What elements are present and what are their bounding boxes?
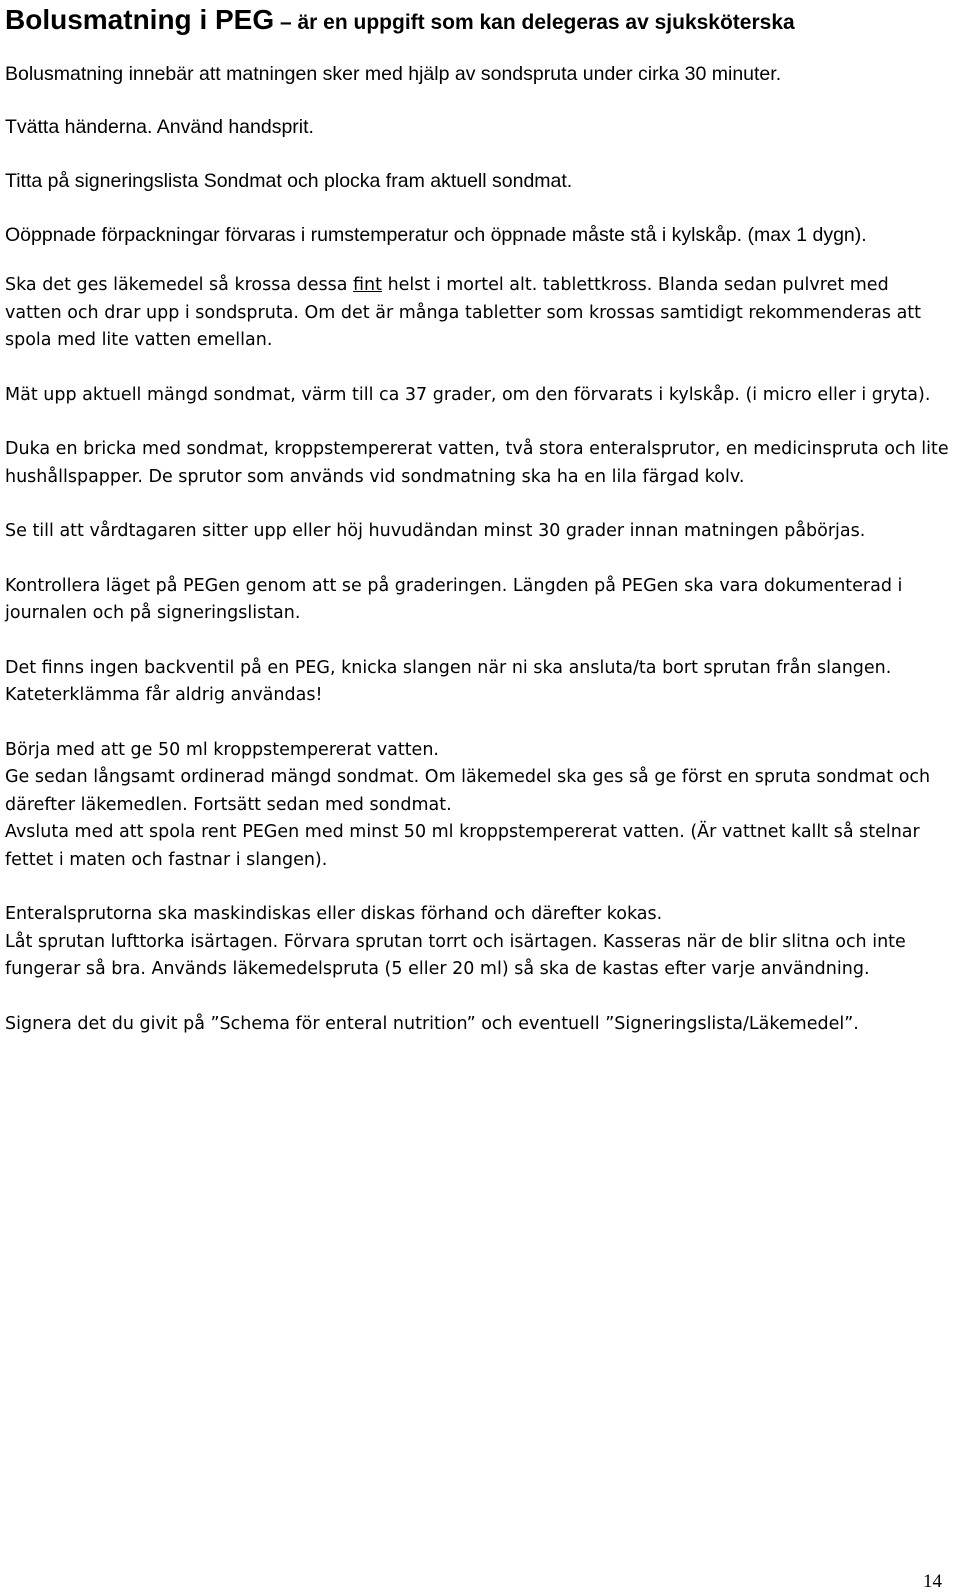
- paragraph-crush-medication: [5, 272, 950, 355]
- paragraph-tray: Duka en bricka med sondmat, kroppstempererat vatten, två stora enteralsprutor, en medicinspruta och lite hushållspapper. De sprutor som används vid sondmatning ska ha en lila färgad kolv.: [5, 439, 949, 487]
- crush-text-after: helst i mortel alt. tablettkross. Blanda sedan pulvret med vatten och drar upp i sondspruta. Om det är många tabletter som krossas samtidigt rekommenderas att spola med lite vatten emellan.: [5, 275, 922, 350]
- paragraph-check-peg: Kontrollera läget på PEGen genom att se på graderingen. Längden på PEGen ska vara dokumenterad i journalen och på signeringslistan.: [5, 575, 903, 623]
- paragraph-intro: Bolusmatning innebär att matningen sker med hjälp av sondspruta under cirka 30 minuter.: [5, 63, 782, 85]
- title-main: Bolusmatning i PEG: [5, 4, 275, 35]
- paragraph-signing-list: Titta på signeringslista Sondmat och plocka fram aktuell sondmat.: [5, 170, 573, 192]
- crush-text-underlined: fint: [353, 275, 383, 295]
- document-title: [5, 0, 950, 39]
- paragraph-storage: Oöppnade förpackningar förvaras i rumstemperatur och öppnade måste stå i kylskåp. (max 1 dygn).: [5, 224, 867, 246]
- paragraph-syringe-care: Enteralsprutorna ska maskindiskas eller diskas förhand och därefter kokas. Låt sprutan lufttorka isärtagen. Förvara sprutan torrt och isärtagen. Kasseras när de blir slitna och inte fungerar så bra. Används läkemedelspruta (5 eller 20 ml) så ska de kastas efter varje användning.: [5, 904, 906, 979]
- document-page: [5, 0, 950, 1038]
- paragraph-warm-food: Mät upp aktuell mängd sondmat, värm till ca 37 grader, om den förvarats i kylskåp. (i micro eller i gryta).: [5, 384, 931, 405]
- page-number: 14: [923, 1571, 942, 1592]
- paragraph-wash-hands: Tvätta händerna. Använd handsprit.: [5, 116, 314, 138]
- paragraph-no-valve: Det finns ingen backventil på en PEG, knicka slangen när ni ska ansluta/ta bort sprutan från slangen. Kateterklämma får aldrig användas!: [5, 657, 892, 705]
- paragraph-feeding-steps: Börja med att ge 50 ml kroppstempererat vatten. Ge sedan långsamt ordinerad mängd sondmat. Om läkemedel ska ges så ge först en spruta sondmat och därefter läkemedlen. Fortsätt sedan med sondmat. Avsluta med att spola rent PEGen med minst 50 ml kroppstempererat vatten. (Är vattnet kallt så stelnar fettet i maten och fastnar i slangen).: [5, 739, 931, 870]
- paragraph-sign: Signera det du givit på ”Schema för enteral nutrition” och eventuell ”Signeringslista/Läkemedel”.: [5, 1013, 859, 1034]
- title-subtitle: – är en uppgift som kan delegeras av sjuksköterska: [274, 11, 795, 34]
- paragraph-position: Se till att vårdtagaren sitter upp eller höj huvudändan minst 30 grader innan matningen påbörjas.: [5, 521, 866, 541]
- crush-text-before: Ska det ges läkemedel så krossa dessa: [5, 275, 354, 295]
